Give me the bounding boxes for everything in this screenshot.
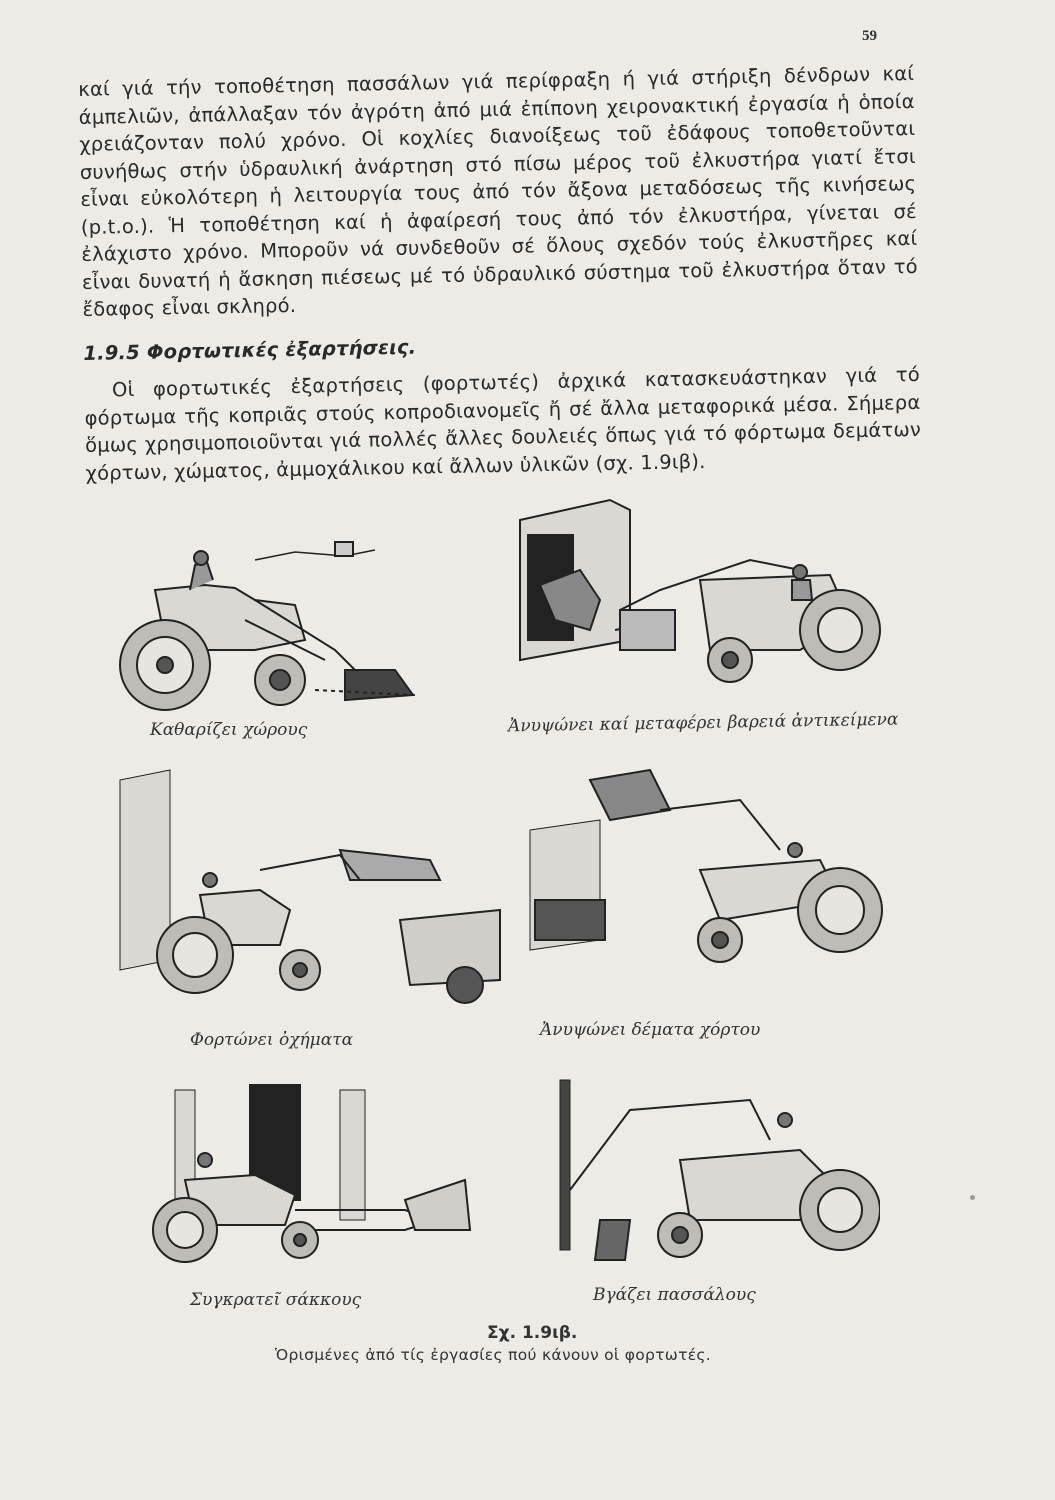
caption-posts: Βγάζει πασσάλους xyxy=(593,1285,756,1305)
figure-label: Σχ. 1.9ιβ. xyxy=(487,1323,578,1343)
caption-clearing: Καθαρίζει χώρους xyxy=(150,720,308,740)
figure-caption: Ὁρισμένες ἀπό τίς ἐργασίες πού κάνουν οἱ φορτωτές. xyxy=(275,1346,711,1364)
page-number: 59 xyxy=(862,28,877,44)
section-heading: 1.9.5 Φορτωτικές ἐξαρτήσεις. xyxy=(83,335,417,365)
illustration-posts xyxy=(540,1070,880,1280)
speck xyxy=(970,1195,975,1200)
paragraph-1: καί γιά τήν τοποθέτηση πασσάλων γιά περίφραξη ή γιά στήριξη δένδρων καί άμπελιῶν, ἀπάλλαξαν τόν ἀγρότη ἀπό μιά ἐπίπονη χειρονακτική ἐργασία ἡ ὁποία χρειάζονταν πολύ χρόνο. Οἱ κοχλίες διανοίξεως τοῦ ἐδάφους τοποθετοῦνται συνήθως στήν ὑδραυλική ἀνάρτηση στό πίσω μέρος τοῦ ἐλκυστήρα γιατί ἔτσι εἶναι εὐκολότερη ἡ λειτουργία τους ἀπό τόν ἄξονα μεταδόσεως τῆς κινήσεως (p.t.o.). Ἡ τοποθέτηση καί ἡ ἀφαίρεσή τους ἀπό τόν ἐλκυστήρα, γίνεται σέ ἐλάχιστο χρόνο. Μποροῦν νά συνδεθοῦν σέ ὅλους σχεδόν τούς ἐλκυστῆρες καί εἶναι δυνατή ἡ ἄσκηση πιέσεως μέ τό ὑδραυλικό σύστημα τοῦ ἐλκυστήρα ὅταν τό ἔδαφος εἶναι σκληρό. xyxy=(78,61,919,321)
caption-lifting: Ἀνυψώνει καί μεταφέρει βαρειά ἀντικείμενα xyxy=(507,709,899,737)
caption-sacks: Συγκρατεῖ σάκκους xyxy=(190,1290,362,1310)
illustration-loading-vehicles xyxy=(110,760,510,1020)
illustration-sacks xyxy=(125,1080,485,1270)
body-text xyxy=(78,60,922,487)
illustration-hay-bales xyxy=(520,760,900,1020)
illustration-clearing xyxy=(95,530,425,720)
caption-loading-vehicles: Φορτώνει ὀχήματα xyxy=(190,1030,354,1050)
paragraph-2: Οἱ φορτωτικές ἐξαρτήσεις (φορτωτές) ἀρχικά κατασκευάστηκαν γιά τό φόρτωμα τῆς κοπριᾶς στούς κοπροδιανομεῖς ἤ σέ ἄλλα μεταφορικά μέσα. Σήμερα ὅμως χρησιμοποιοῦνται γιά πολλές ἄλλες δουλειές ὅπως γιά τό φόρτωμα δεμάτων χόρτων, χώματος, ἀμμοχάλικου καί ἄλλων ὑλικῶν (σχ. 1.9ιβ). xyxy=(84,362,922,485)
illustration-lifting xyxy=(500,490,900,710)
caption-hay-bales: Ἀνυψώνει δέματα χόρτου xyxy=(540,1020,761,1040)
